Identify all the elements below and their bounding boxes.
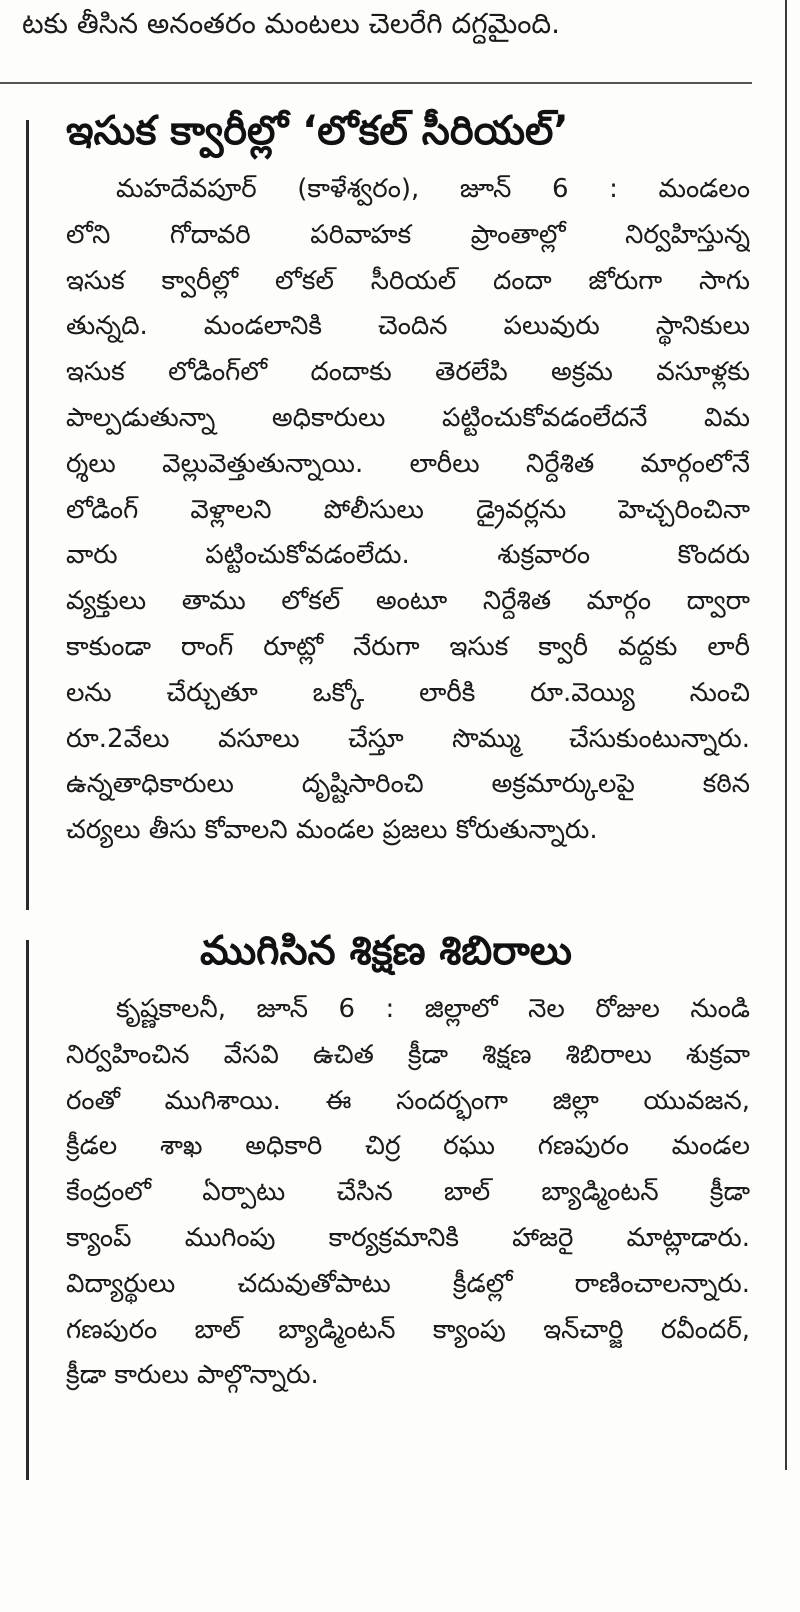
- body-line: నిర్వహించిన వేసవి ఉచిత క్రీడా శిక్షణ శిబిరాలు శుక్రవా: [66, 1039, 750, 1070]
- body-line: వ్యక్తులు తాము లోకల్ అంటూ నిర్దేశిత మార్గం ద్వారా: [66, 586, 750, 617]
- article-divider: [0, 82, 752, 84]
- article-body: [22, 987, 750, 1399]
- body-line: తున్నది. మండలానికి చెందిన పలువురు స్థానికులు: [66, 311, 750, 342]
- body-line: లను చేర్చుతూ ఒక్కో లారీకి రూ.వెయ్యి నుంచి: [66, 677, 750, 708]
- body-line: వారు పట్టించుకోవడంలేదు. శుక్రవారం కొందరు: [66, 540, 750, 571]
- previous-article-fragment: టకు తీసిన అనంతరం మంటలు చెలరేగి దగ్ధమైంది.: [22, 7, 561, 40]
- body-line: క్రీడల శాఖ అధికారి చిర్ర రఘు గణపురం మండల: [66, 1131, 750, 1162]
- column-rule: [785, 0, 787, 1470]
- body-line: లోని గోదావరి పరివాహక ప్రాంతాల్లో నిర్వహిస్తున్న: [66, 219, 750, 250]
- body-line: ఉన్నతాధికారులు దృష్టిసారించి అక్రమార్కులపై కఠిన: [66, 769, 750, 800]
- body-line: ఇసుక లోడింగ్‌లో దందాకు తెరలేపి అక్రమ వసూళ్లకు: [66, 357, 750, 388]
- article-training-camps: [22, 915, 750, 1399]
- body-line: మహదేవపూర్ (కాళేశ్వరం), జూన్ 6 : మండలం: [116, 174, 750, 204]
- body-line: ర్శలు వెల్లువెత్తుతున్నాయి. లారీలు నిర్దేశిత మార్గంలోనే: [66, 448, 750, 479]
- body-line: గణపురం బాల్ బ్యాడ్మింటన్ క్యాంపు ఇన్‌చార్జి రవీందర్,: [66, 1314, 750, 1345]
- body-line: లోడింగ్ వెళ్లాలని పోలీసులు డ్రైవర్లను హెచ్చరించినా: [66, 494, 750, 525]
- body-line: రంతో ముగిశాయి. ఈ సందర్భంగా జిల్లా యువజన,: [66, 1085, 750, 1116]
- body-line: కేంద్రంలో ఏర్పాటు చేసిన బాల్ బ్యాడ్మింటన్ క్రీడా: [66, 1177, 750, 1208]
- headline: ముగిసిన శిక్షణ శిబిరాలు: [200, 928, 572, 974]
- body-line: కృష్ణకాలనీ, జూన్ 6 : జిల్లాలో నెల రోజుల నుండి: [116, 994, 750, 1024]
- article-body: [22, 167, 750, 854]
- article-sand-quarry: [22, 95, 750, 854]
- body-line: క్రీడా కారులు పాల్గొన్నారు.: [66, 1360, 319, 1391]
- body-line: చర్యలు తీసు కోవాలని మండల ప్రజలు కోరుతున్నారు.: [66, 815, 598, 846]
- body-line: కాకుండా రాంగ్ రూట్లో నేరుగా ఇసుక క్వారీ వద్దకు లారీ: [66, 631, 750, 662]
- body-line: క్యాంప్ ముగింపు కార్యక్రమానికి హాజరై మాట్లాడారు.: [66, 1222, 750, 1253]
- body-line: ఇసుక క్వారీల్లో లోకల్ సీరియల్ దందా జోరుగా సాగు: [66, 265, 750, 296]
- body-line: రూ.2వేలు వసూలు చేస్తూ సొమ్ము చేసుకుంటున్నారు.: [66, 723, 750, 754]
- body-line: పాల్పడుతున్నా అధికారులు పట్టించుకోవడంలేదనే విమ: [66, 402, 750, 433]
- body-line: విద్యార్థులు చదువుతోపాటు క్రీడల్లో రాణించాలన్నారు.: [66, 1268, 750, 1299]
- headline: ఇసుక క్వారీల్లో ‘లోకల్ సీరియల్’: [66, 108, 569, 154]
